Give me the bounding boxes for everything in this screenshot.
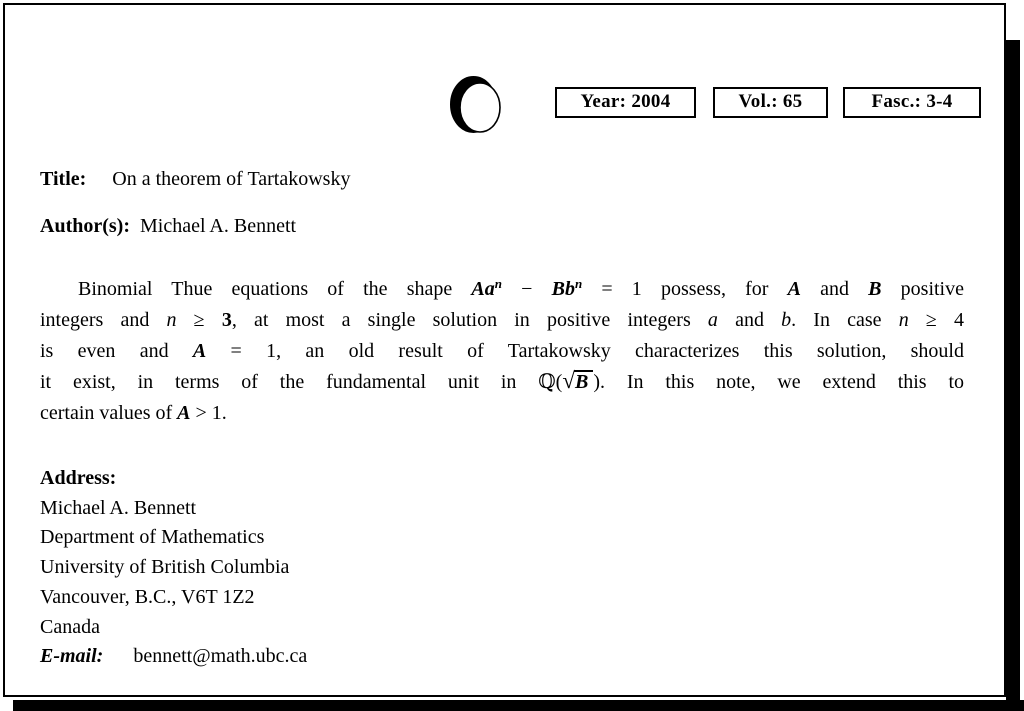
- author-line: [40, 211, 964, 241]
- text-segment: certain values of: [40, 402, 178, 425]
- text-segment: ≥: [176, 308, 222, 331]
- text-segment: = 1, an old result of Tartakowsky characterizes this solution, should: [206, 339, 964, 362]
- email-value: bennett@math.ubc.ca: [133, 645, 308, 668]
- address-line: Vancouver, B.C., V6T 1Z2: [40, 585, 255, 608]
- text-segment: 3: [221, 308, 232, 331]
- radical-sign: √: [562, 368, 575, 394]
- text-segment: is even and: [40, 339, 193, 362]
- text-segment: B: [868, 278, 882, 300]
- text-segment: positive: [881, 278, 964, 300]
- text-segment: > 1.: [190, 402, 227, 425]
- address-line: University of British Columbia: [40, 556, 290, 579]
- address-lines: [40, 494, 964, 643]
- author-text: Michael A. Bennett: [140, 215, 297, 237]
- page-shadow-bottom: [13, 700, 1024, 711]
- text-segment: and: [800, 278, 869, 300]
- abstract-line: [40, 366, 964, 398]
- text-segment: A: [177, 402, 191, 425]
- text-segment: n: [494, 276, 502, 291]
- badge-fasc: Fasc.: 3-4: [843, 87, 981, 118]
- text-segment: and: [717, 308, 782, 331]
- square-root-expression: [562, 368, 593, 394]
- badge-vol: Vol.: 65: [713, 87, 828, 118]
- text-segment: A: [192, 339, 207, 362]
- abstract-paragraph: [40, 269, 964, 429]
- abstract-line: [40, 398, 964, 429]
- email-line: [40, 642, 964, 672]
- title-text: On a theorem of Tartakowsky: [112, 168, 351, 190]
- text-segment: n: [898, 308, 909, 331]
- page-shadow-right: [1006, 40, 1020, 711]
- text-segment: , at most a single solution in positive integers: [231, 308, 708, 331]
- author-label: Author(s):: [40, 215, 130, 237]
- email-label: E-mail:: [40, 645, 104, 668]
- abstract-line: [40, 269, 964, 305]
- text-segment: it exist, in terms of the fundamental unit in ℚ(: [40, 371, 563, 394]
- abstract-line: [40, 336, 964, 367]
- address-block: [40, 464, 964, 672]
- title-line: [40, 164, 964, 194]
- text-segment: = 1 possess, for: [582, 278, 788, 300]
- title-label: Title:: [40, 168, 87, 190]
- text-segment: b: [781, 308, 792, 331]
- address-line: Michael A. Bennett: [40, 496, 197, 519]
- address-label: Address:: [40, 467, 117, 489]
- badge-year: Year: 2004: [555, 87, 696, 118]
- address-line: Department of Mathematics: [40, 526, 265, 549]
- text-segment: ≥ 4: [908, 308, 964, 331]
- text-segment: ). In this note, we extend this to: [593, 371, 965, 394]
- text-segment: A: [787, 278, 801, 300]
- radicand: B: [574, 370, 593, 392]
- abstract-line: [40, 305, 964, 336]
- text-segment: Bb: [551, 278, 575, 300]
- text-segment: a: [707, 308, 718, 331]
- text-segment: Aa: [471, 278, 495, 300]
- text-segment: n: [166, 308, 177, 331]
- text-segment: Binomial Thue equations of the shape: [78, 278, 472, 300]
- text-segment: . In case: [791, 308, 899, 331]
- crescent-moon-logo-icon: [449, 75, 503, 135]
- text-segment: integers and: [40, 308, 167, 331]
- address-line: Canada: [40, 615, 100, 638]
- document-page: [3, 3, 1006, 697]
- text-segment: −: [502, 278, 552, 300]
- text-segment: n: [574, 276, 583, 291]
